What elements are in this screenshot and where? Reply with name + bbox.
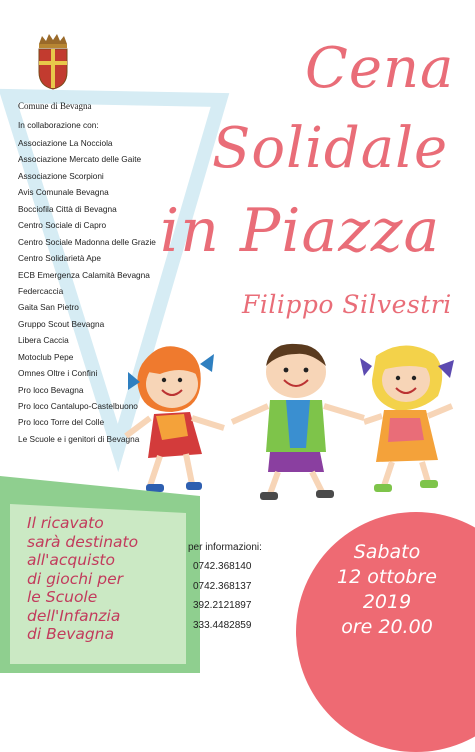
comune-crest-icon [36,32,70,90]
girl-left-figure [126,346,224,492]
date-line: ore 20.00 [341,616,433,638]
girl-right-figure [360,345,454,492]
comune-label: Comune di Bevagna [18,101,92,111]
collaboration-title: In collaborazione con: [18,120,99,130]
title-line-3: in Piazza [160,196,441,266]
subtitle: Filippo Silvestri [242,290,452,319]
association-item: Centro Sociale di Capro [18,220,107,231]
association-item: Bocciofila Città di Bevagna [18,203,117,214]
proceeds-line: all'acquisto [27,551,115,569]
event-date [312,540,462,640]
proceeds-line: Il ricavato [27,514,104,532]
association-item: Gaita San Pietro [18,302,79,313]
association-item: Avis Comunale Bevagna [18,187,109,198]
phone-number: 0742.368137 [193,580,252,592]
date-line: 12 ottobre [337,566,437,588]
association-item: Federcaccia [18,285,64,296]
date-line: Sabato [353,541,421,563]
association-item: Centro Sociale Madonna delle Grazie [18,236,156,247]
association-item: Centro Solidarietà Ape [18,253,102,264]
proceeds-line: di giochi per [27,569,124,588]
title-line-1: Cena [305,36,455,101]
association-item: Associazione Scorpioni [18,170,104,181]
association-item: Associazione La Nocciola [18,138,113,148]
phone-number: 333.4482859 [193,619,252,631]
association-item: Pro loco Cantalupo-Castelbuono [18,401,138,411]
title-line-2: Solidale [212,116,449,181]
proceeds-line: di Bevagna [27,625,115,643]
association-item: Motoclub Pepe [18,351,74,362]
boy-middle-figure [232,344,364,500]
proceeds-line: dell'Infanzia [27,606,121,625]
association-item: Pro loco Bevagna [18,384,84,395]
association-item: Gruppo Scout Bevagna [18,318,105,329]
association-item: Omnes Oltre i Confini [18,368,98,379]
children-illustration [120,336,470,516]
phone-number: 392.2121897 [193,600,252,611]
date-line: 2019 [362,591,412,613]
association-item: ECB Emergenza Calamità Bevagna [18,269,150,280]
association-item: Associazione Mercato delle Gaite [18,154,142,165]
association-item: Le Scuole e i genitori di Bevagna [18,433,140,444]
info-title: per informazioni: [188,542,262,553]
phone-number: 0742.368140 [193,561,252,572]
proceeds-line: le Scuole [27,588,98,606]
proceeds-line: sarà destinato [27,532,139,551]
association-item: Pro loco Torre del Colle [18,417,105,428]
info-block [188,542,262,635]
proceeds-text [27,514,138,644]
association-item: Libera Caccia [18,335,69,346]
